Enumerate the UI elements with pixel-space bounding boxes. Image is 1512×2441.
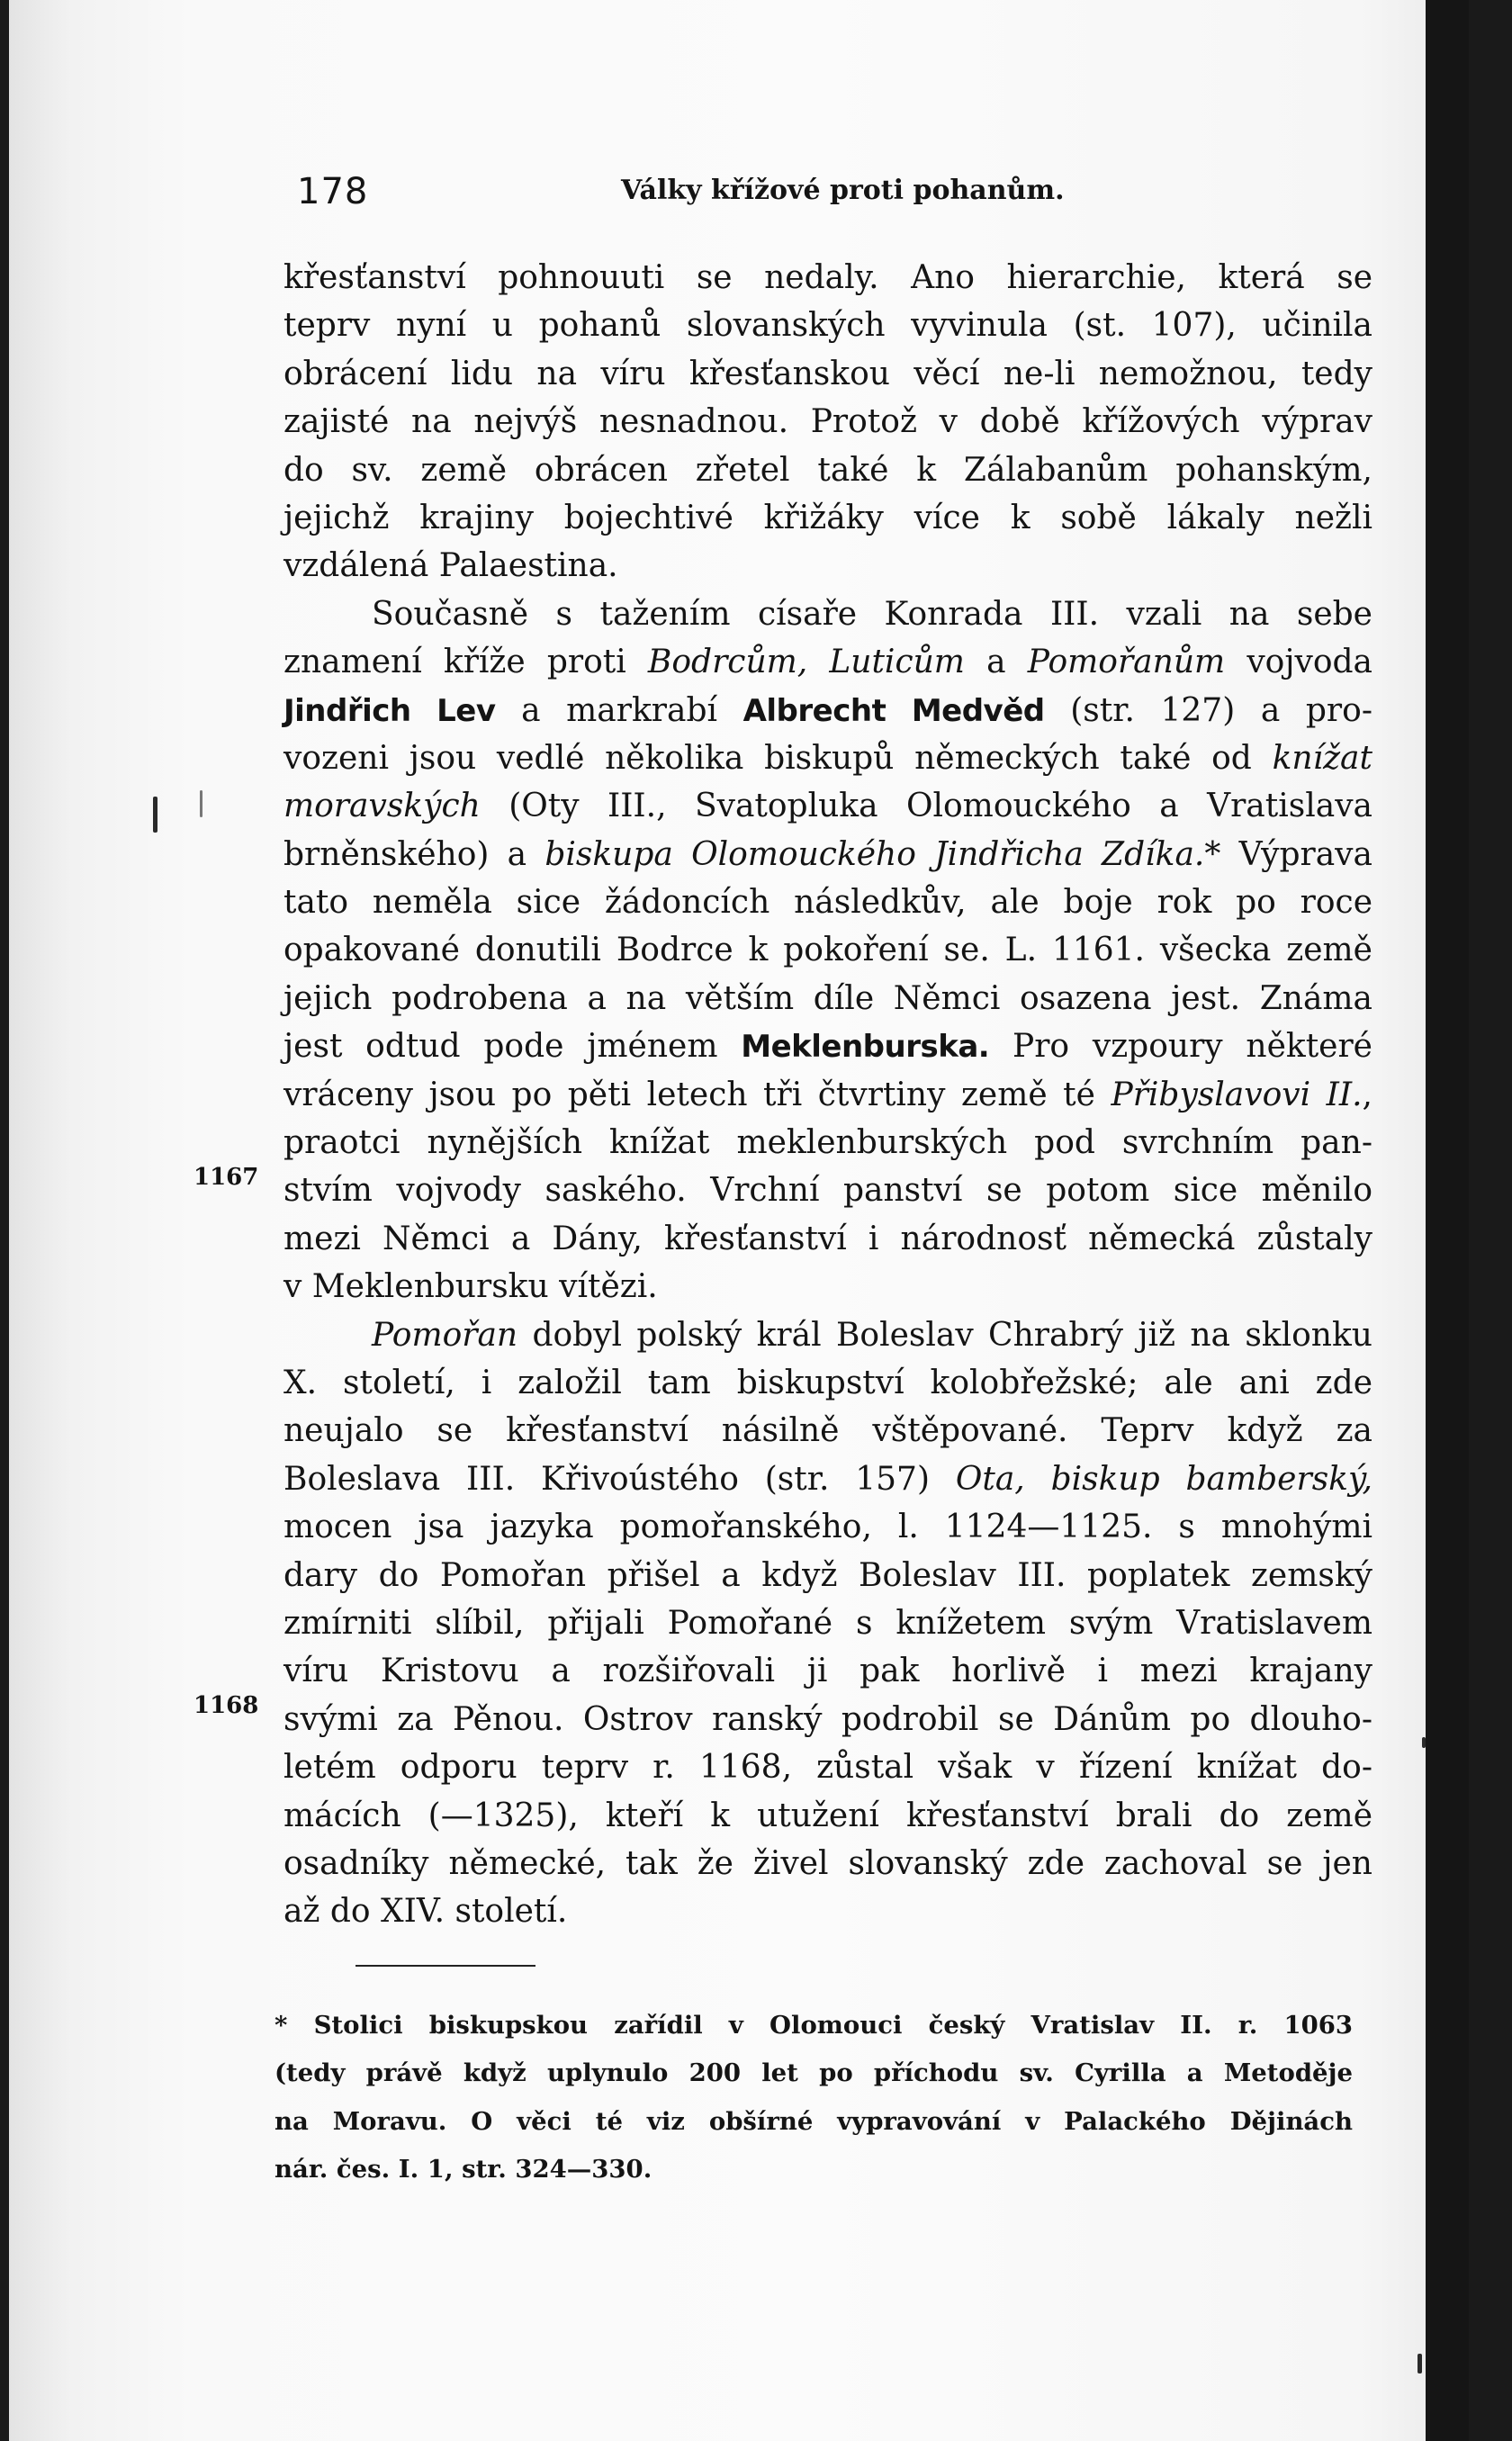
text-run: Výprava	[1238, 835, 1372, 873]
text-line: neujalo se křesťanství násilně vštěpované. Teprv když za	[284, 1412, 1372, 1450]
text-line: až do XIV. století.	[284, 1893, 568, 1931]
text-line: mocen jsa jazyka pomořanského, l. 1124—1125. s mnohými	[284, 1509, 1372, 1546]
text-run: biskupa Olomouckého Jindřicha Zdíka.*	[544, 835, 1221, 873]
text-line: osadníky německé, tak že živel slovanský zde zachoval se jen	[284, 1844, 1372, 1882]
text-run: Ota, biskup bamberský,	[955, 1460, 1372, 1498]
text-line: jejichž krajiny bojechtivé křižáky více k sobě lákaly nežli	[284, 499, 1372, 536]
text-run: a markrabí	[521, 691, 717, 729]
text-line: letém odporu teprv r. 1168, zůstal však v řízení knížat do-	[284, 1749, 1372, 1787]
scan-mark	[153, 797, 158, 833]
text-line: Současně s tažením císaře Konrada III. vzali na sebe	[372, 595, 1372, 633]
text-run: a	[986, 644, 1006, 681]
text-line: vzdálená Palaestina.	[284, 547, 618, 585]
margin-year-1167: 1167	[194, 1164, 259, 1191]
text-line: dary do Pomořan přišel a když Boleslav III. poplatek zemský	[284, 1556, 1372, 1594]
scan-mark	[1418, 2354, 1422, 2373]
text-line	[284, 638, 1372, 686]
body-text	[284, 254, 1372, 1936]
text-line: tato neměla sice žádoncích následkův, ale boje rok po roce	[284, 884, 1372, 922]
footnote-line: na Moravu. O věci té viz obšírné vypravování v Palackého Dějinách	[274, 2106, 1353, 2136]
text-line	[284, 1311, 1372, 1359]
page-number: 178	[297, 171, 369, 212]
text-line: víru Kristovu a rozšiřovali ji pak horlivě i mezi krajany	[284, 1653, 1372, 1690]
footnote	[274, 2005, 1353, 2198]
text-line: svými za Pěnou. Ostrov ranský podrobil se Dánům po dlouho-	[284, 1700, 1372, 1738]
scan-edge	[1426, 0, 1469, 2441]
text-line: do sv. země obrácen zřetel také k Zálabanům pohanským,	[284, 451, 1372, 489]
text-run: jest odtud pode jménem	[284, 1028, 718, 1066]
text-line	[284, 1022, 1372, 1070]
text-run: moravských	[284, 788, 481, 825]
footnote-divider	[356, 1965, 536, 1967]
text-line	[284, 1071, 1372, 1119]
text-line: mácích (—1325), kteří k utužení křesťanství brali do země	[284, 1797, 1372, 1834]
margin-year-1168: 1168	[194, 1692, 259, 1719]
text-line: praotci nynějších knížat meklenburských pod svrchním pan-	[284, 1124, 1372, 1162]
text-run: Pro vzpoury některé	[1012, 1028, 1372, 1066]
text-line: v Meklenbursku vítězi.	[284, 1268, 658, 1306]
text-line	[284, 734, 1372, 782]
text-run: (Oty III., Svatopluka Olomouckého a Vratislava	[508, 788, 1372, 825]
footnote-line: nár. čes. I. 1, str. 324—330.	[274, 2155, 652, 2184]
text-line: teprv nyní u pohanů slovanských vyvinula (st. 107), učinila	[284, 307, 1372, 345]
scan-mark	[200, 790, 202, 817]
text-run: ,	[1362, 1076, 1372, 1113]
text-run: vojvoda	[1246, 644, 1373, 681]
text-line: zmírniti slíbil, přijali Pomořané s knížetem svým Vratislavem	[284, 1604, 1372, 1642]
text-run: Meklenburska.	[741, 1029, 990, 1066]
footnote-line: * Stolici biskupskou zařídil v Olomouci český Vratislav II. r. 1063	[274, 2011, 1353, 2040]
text-run: Přibyslavovi II.	[1111, 1076, 1363, 1113]
text-run: Albrecht Medvěd	[742, 692, 1045, 729]
text-line: opakované donutili Bodrce k pokoření se. L. 1161. všecka země	[284, 932, 1372, 969]
text-line: X. století, i založil tam biskupství kolobřežské; ale ani zde	[284, 1364, 1372, 1401]
book-page	[9, 0, 1469, 2441]
text-run: Jindřich Lev	[284, 692, 496, 729]
text-line	[284, 831, 1372, 878]
text-line: zajisté na nejvýš nesnadnou. Protož v době křížových výprav	[284, 403, 1372, 441]
text-run: Boleslava III. Křivoústého (str. 157)	[284, 1460, 931, 1498]
text-run: Pomořan	[372, 1316, 518, 1354]
text-run: znamení kříže proti	[284, 644, 626, 681]
text-run: vráceny jsou po pěti letech tři čtvrtiny země té	[284, 1076, 1095, 1113]
text-line	[284, 687, 1372, 734]
text-run: brněnského) a	[284, 835, 527, 873]
running-title: Války křížové proti pohanům.	[621, 175, 1065, 206]
footnote-line: (tedy právě když uplynulo 200 let po příchodu sv. Cyrilla a Metoděje	[274, 2058, 1353, 2088]
text-line: stvím vojvody saského. Vrchní panství se potom sice měnilo	[284, 1172, 1372, 1210]
text-run: Pomořanům	[1027, 644, 1226, 681]
text-line: křesťanství pohnouuti se nedaly. Ano hierarchie, která se	[284, 259, 1372, 296]
text-run: (str. 127) a pro-	[1070, 691, 1372, 729]
text-line	[284, 1455, 1372, 1503]
page-header	[297, 171, 1377, 225]
text-run: Bodrcům, Luticům	[647, 644, 965, 681]
text-run: knížat	[1272, 739, 1372, 777]
text-run: vozeni jsou vedlé několika biskupů německých také od	[284, 739, 1252, 777]
text-line: mezi Němci a Dány, křesťanství i národnosť německá zůstaly	[284, 1220, 1372, 1257]
text-run: dobyl polský král Boleslav Chrabrý již na sklonku	[532, 1316, 1372, 1354]
text-line: obrácení lidu na víru křesťanskou věcí ne-li nemožnou, tedy	[284, 355, 1372, 392]
text-line	[284, 782, 1372, 830]
text-line: jejich podrobena a na větším díle Němci osazena jest. Známa	[284, 979, 1372, 1017]
